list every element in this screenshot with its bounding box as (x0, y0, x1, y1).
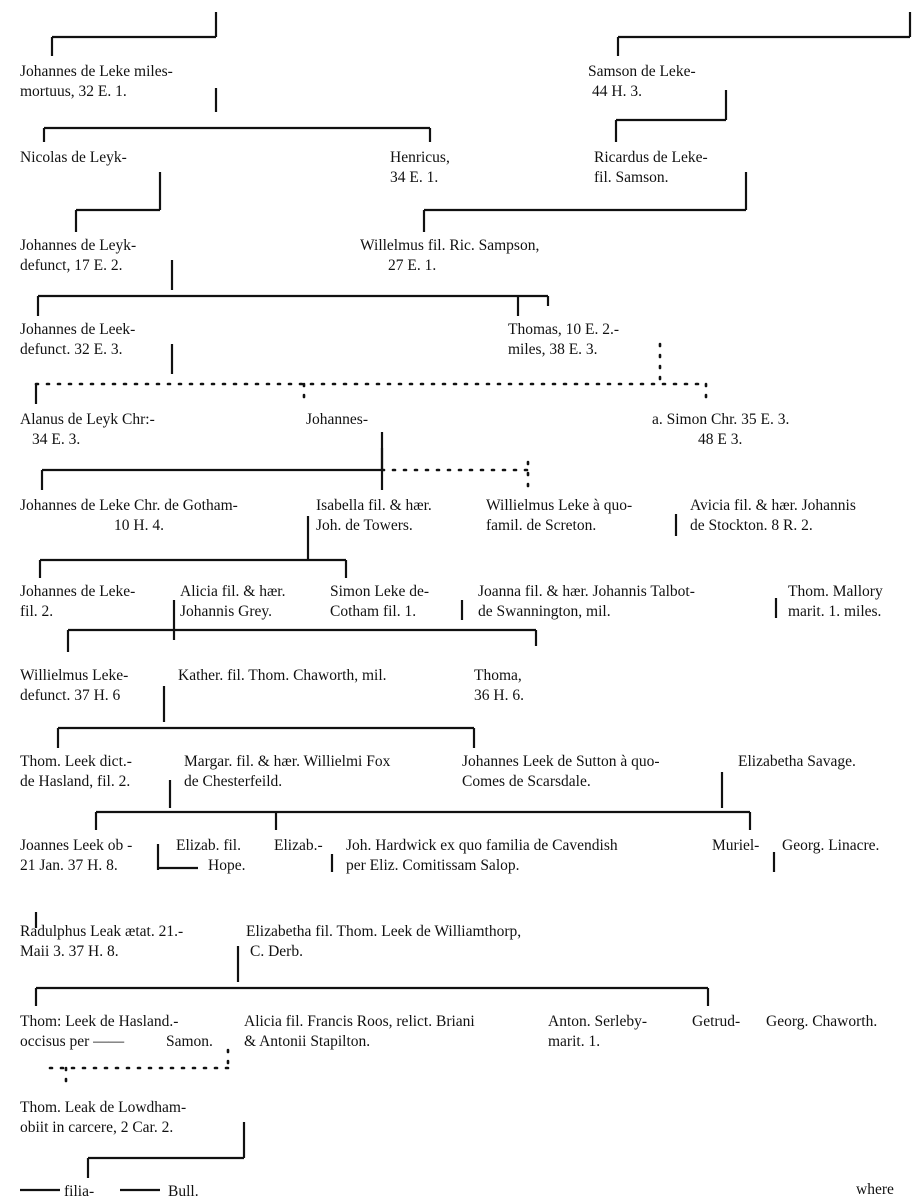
person-nicolas-de-leyk: Nicolas de Leyk- (20, 149, 127, 166)
person-ricardus-de-leke: Ricardus de Leke- fil. Samson. (594, 149, 708, 186)
person-elizab: Elizab.- (274, 837, 323, 854)
person-johannes-de-leke-miles: Johannes de Leke miles- mortuus, 32 E. 1. (20, 63, 173, 100)
person-willielmus-leke-37h6: Willielmus Leke- defunct. 37 H. 6 (20, 667, 129, 704)
person-henricus: Henricus, 34 E. 1. (390, 149, 450, 186)
catchword: where (856, 1181, 894, 1198)
person-thom-mallory: Thom. Mallory marit. 1. miles. (788, 583, 883, 620)
person-samson-de-leke: Samson de Leke- 44 H. 3. (588, 63, 696, 100)
person-alicia-roos: Alicia fil. Francis Roos, relict. Briani & Antonii Stapilton. (244, 1013, 475, 1050)
person-alicia-grey: Alicia fil. & hær. Johannis Grey. (180, 583, 286, 620)
person-samon: Samon. (166, 1033, 213, 1050)
person-johannes-leek-sutton: Johannes Leek de Sutton à quo- Comes de Scarsdale. (462, 753, 660, 790)
person-willelmus-fil-ric-sampson: Willelmus fil. Ric. Sampson, 27 E. 1. (360, 237, 540, 274)
person-georg-linacre: Georg. Linacre. (782, 837, 880, 854)
person-margar-fox: Margar. fil. & hær. Willielmi Fox de Chesterfeild. (184, 753, 391, 790)
person-thoma-36h6: Thoma, 36 H. 6. (474, 667, 524, 704)
person-kather-chaworth: Kather. fil. Thom. Chaworth, mil. (178, 667, 387, 684)
person-joh-hardwick: Joh. Hardwick ex quo familia de Cavendish per Eliz. Comitissam Salop. (346, 837, 618, 874)
person-thom-leak-lowdham: Thom. Leak de Lowdham- obiit in carcere, 2 Car. 2. (20, 1099, 187, 1136)
person-avicia-stockton: Avicia fil. & hær. Johannis de Stockton. 8 R. 2. (690, 497, 856, 534)
person-johannes: Johannes- (306, 411, 368, 428)
person-georg-chaworth: Georg. Chaworth. (766, 1013, 878, 1030)
person-joanna-talbot: Joanna fil. & hær. Johannis Talbot- de Swannington, mil. (478, 583, 695, 620)
person-radulphus-leak: Radulphus Leak ætat. 21.- Maii 3. 37 H. 8. (20, 923, 184, 960)
person-elizabetha-savage: Elizabetha Savage. (738, 753, 856, 770)
person-johannes-de-leke-fil2: Johannes de Leke- fil. 2. (20, 583, 136, 620)
person-johannes-de-leek-32e3: Johannes de Leek- defunct. 32 E. 3. (20, 321, 136, 358)
person-simon-leke-cotham: Simon Leke de- Cotham fil. 1. (330, 583, 430, 620)
person-joannes-leek-ob: Joannes Leek ob - 21 Jan. 37 H. 8. (20, 837, 133, 874)
person-bull: Bull. (168, 1183, 199, 1200)
person-johannes-de-leke-gotham: Johannes de Leke Chr. de Gotham- 10 H. 4. (20, 497, 238, 534)
person-alanus-de-leyk: Alanus de Leyk Chr:- 34 E. 3. (20, 411, 155, 448)
person-getrud: Getrud- (692, 1013, 741, 1030)
person-anton-serleby: Anton. Serleby- marit. 1. (548, 1013, 648, 1050)
person-filia: filia- (64, 1183, 95, 1200)
person-thomas-10e2: Thomas, 10 E. 2.- miles, 38 E. 3. (508, 321, 620, 358)
person-johannes-de-leyk-17e2: Johannes de Leyk- defunct, 17 E. 2. (20, 237, 137, 274)
person-thom-leek-hasland: Thom. Leek dict.- de Hasland, fil. 2. (20, 753, 132, 790)
person-muriel: Muriel- (712, 837, 760, 854)
person-thom-leek-hasland-2: Thom: Leek de Hasland.- occisus per —— (20, 1013, 179, 1050)
person-simon-chr: a. Simon Chr. 35 E. 3. 48 E 3. (652, 411, 790, 448)
person-elizabetha-williamthorp: Elizabetha fil. Thom. Leek de Williamthorp, C. Derb. (246, 923, 522, 960)
person-isabella-towers: Isabella fil. & hær. Joh. de Towers. (316, 497, 432, 534)
person-elizab-hope: Elizab. fil. Hope. (176, 837, 246, 874)
person-willielmus-leke-screton: Willielmus Leke à quo- famil. de Screton. (486, 497, 633, 534)
